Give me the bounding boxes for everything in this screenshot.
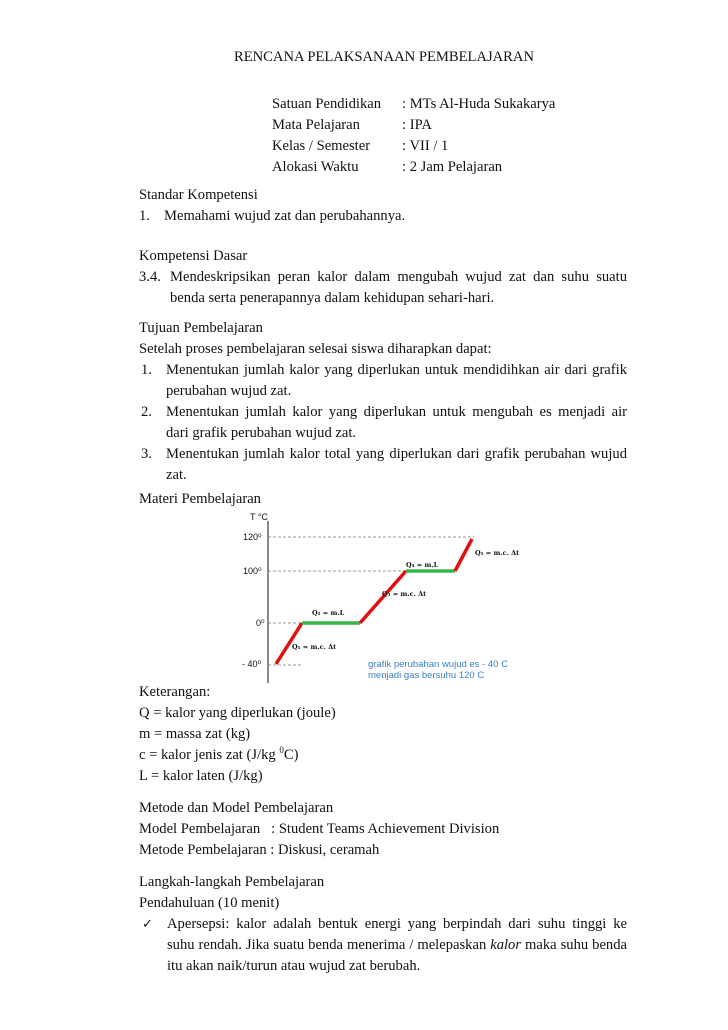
legend-line: m = massa zat (kg) <box>139 726 251 742</box>
item-text: perubahan wujud zat. <box>166 383 292 399</box>
info-row <box>272 136 555 157</box>
chart-caption: grafik perubahan wujud es - 40 C <box>368 659 508 670</box>
item-text: zat. <box>166 467 187 483</box>
legend-text: c = kalor jenis zat (J/kg <box>139 747 280 763</box>
item-text: Menentukan jumlah kalor total yang diperlukan dari grafik perubahan wujud <box>166 446 627 462</box>
tick-label: 100⁰ <box>243 566 262 576</box>
info-row <box>272 157 555 178</box>
axis-label: T °C <box>250 512 268 522</box>
info-value: : MTs Al-Huda Sukakarya <box>402 96 556 112</box>
section-langkah <box>139 872 627 977</box>
item-text: Memahami wujud zat dan perubahannya. <box>164 208 406 224</box>
section-metode <box>139 798 627 861</box>
item-text: Mendeskripsikan peran kalor dalam mengubah wujud zat dan suhu suatu <box>170 269 627 285</box>
section-heading: Tujuan Pembelajaran <box>139 320 263 336</box>
item-text: Apersepsi: kalor adalah bentuk energi yang berpindah dari suhu tinggi ke <box>167 916 627 932</box>
q3-label: Q₃ = m.c. Δt <box>382 590 427 598</box>
text-part: suhu rendah. Jika suatu benda menerima / melepaskan <box>167 937 491 953</box>
section-kompetensi-dasar <box>139 246 627 309</box>
info-label: Alokasi Waktu <box>272 159 359 175</box>
item-number: 1. <box>139 208 150 224</box>
section-keterangan <box>139 682 627 787</box>
section-heading: Keterangan: <box>139 684 211 700</box>
section-heading: Standar Kompetensi <box>139 187 258 203</box>
item-text: itu akan naik/turun atau wujud zat berubah. <box>167 958 421 974</box>
item-number: 1. <box>141 362 152 378</box>
item-number: 2. <box>141 404 152 420</box>
legend-text: C) <box>283 747 299 763</box>
info-table <box>272 94 555 178</box>
section-tujuan-pembelajaran <box>139 318 627 486</box>
section-heading: Kompetensi Dasar <box>139 248 248 264</box>
list-item <box>139 914 627 977</box>
item-text: Menentukan jumlah kalor yang diperlukan untuk mendidihkan air dari grafik <box>166 362 627 378</box>
section-heading: Materi Pembelajaran <box>139 491 261 507</box>
section-heading: Metode dan Model Pembelajaran <box>139 800 334 816</box>
legend-line <box>139 745 627 766</box>
metode-line: Metode Pembelajaran : Diskusi, ceramah <box>139 842 380 858</box>
q2-label: Q₂ = m.L <box>312 609 345 617</box>
item-number: 3. <box>141 446 152 462</box>
info-row <box>272 115 555 136</box>
info-label: Satuan Pendidikan <box>272 96 382 112</box>
document-title: RENCANA PELAKSANAAN PEMBELAJARAN <box>233 49 534 65</box>
section-heading: Langkah-langkah Pembelajaran <box>139 874 325 890</box>
list-item <box>139 402 627 444</box>
list-item <box>139 360 627 402</box>
section-intro: Setelah proses pembelajaran selesai siswa diharapkan dapat: <box>139 341 492 357</box>
legend-superscript: 0 <box>279 745 284 756</box>
model-line: Model Pembelajaran : Student Teams Achievement Division <box>139 821 500 837</box>
emphasis: kalor <box>490 937 522 953</box>
tick-label: 0⁰ <box>256 618 265 628</box>
info-row <box>272 94 555 115</box>
text-part: maka suhu benda <box>521 937 627 953</box>
checkmark-icon: ✓ <box>142 917 153 932</box>
item-text <box>167 935 627 956</box>
section-standar-kompetensi <box>139 185 627 227</box>
item-text: dari grafik perubahan wujud zat. <box>166 425 357 441</box>
list-item <box>139 444 627 486</box>
section-materi-pembelajaran <box>139 489 627 510</box>
info-value: : IPA <box>402 117 432 133</box>
subsection-heading: Pendahuluan (10 menit) <box>139 895 280 911</box>
q4-label: Q₄ = m.L <box>406 561 439 569</box>
q1-label: Q₁ = m.c. Δt <box>292 643 337 651</box>
info-value: : 2 Jam Pelajaran <box>402 159 503 175</box>
chart-svg <box>236 509 520 691</box>
phase-change-chart <box>236 509 520 691</box>
list-item <box>139 267 627 309</box>
tick-label: 120⁰ <box>243 532 262 542</box>
info-label: Mata Pelajaran <box>272 117 360 133</box>
chart-caption: menjadi gas bersuhu 120 C <box>368 670 485 681</box>
info-value: : VII / 1 <box>402 138 449 154</box>
item-text: benda serta penerapannya dalam kehidupan sehari-hari. <box>170 290 495 306</box>
list-item <box>139 206 627 227</box>
info-label: Kelas / Semester <box>272 138 371 154</box>
q5-label: Q₅ = m.c. Δt <box>475 549 520 557</box>
item-text: Menentukan jumlah kalor yang diperlukan untuk mengubah es menjadi air <box>166 404 627 420</box>
legend-line: L = kalor laten (J/kg) <box>139 768 263 784</box>
legend-line: Q = kalor yang diperlukan (joule) <box>139 705 336 721</box>
item-number: 3.4. <box>139 269 161 285</box>
tick-label: - 40⁰ <box>242 659 262 669</box>
q5-segment <box>455 539 472 571</box>
